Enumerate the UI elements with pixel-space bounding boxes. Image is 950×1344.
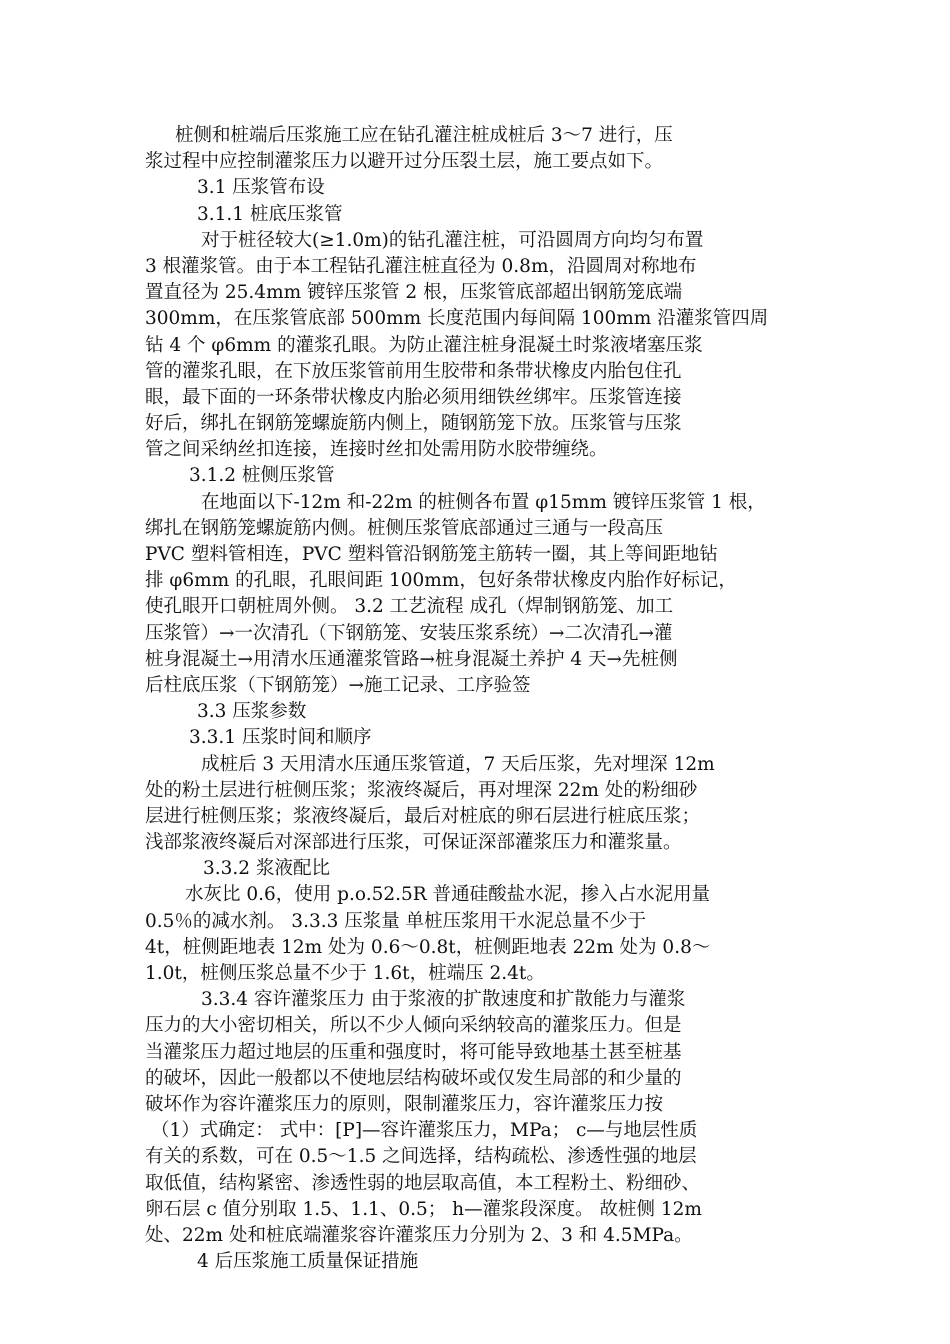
- paragraph-line: 排 φ6mm 的孔眼，孔眼间距 100mm，包好条带状橡皮内胎作好标记，: [145, 570, 737, 592]
- paragraph-line: 使孔眼开口朝桩周外侧。 3.2 工艺流程 成孔（焊制钢筋笼、加工: [145, 596, 674, 618]
- paragraph-line: 钻 4 个 φ6mm 的灌浆孔眼。为防止灌注桩身混凝土时浆液堵塞压浆: [145, 334, 703, 356]
- section-heading: 3.1 压浆管布设: [197, 177, 325, 199]
- paragraph-line: （1）式确定： 式中：[P]—容许灌浆压力，MPa； c—与地层性质: [151, 1120, 698, 1142]
- paragraph-line: 3.3.4 容许灌浆压力 由于浆液的扩散速度和扩散能力与灌浆: [201, 989, 686, 1011]
- paragraph-line: 对于桩径较大(≥1.0m)的钻孔灌注桩，可沿圆周方向均匀布置: [201, 229, 704, 251]
- paragraph-line: 的破坏，因此一般都以不使地层结构破坏或仅发生局部的和少量的: [145, 1067, 682, 1089]
- subsection-heading: 3.3.2 浆液配比: [203, 858, 330, 880]
- section-heading: 4 后压浆施工质量保证措施: [197, 1251, 419, 1273]
- subsection-heading: 3.3.1 压浆时间和顺序: [189, 727, 372, 749]
- paragraph-line: 桩侧和桩端后压浆施工应在钻孔灌注桩成桩后 3～7 进行，压: [175, 125, 673, 146]
- paragraph-line: 绑扎在钢筋笼螺旋筋内侧。桩侧压浆管底部通过三通与一段高压: [145, 517, 664, 539]
- paragraph-line: 300mm，在压浆管底部 500mm 长度范围内每间隔 100mm 沿灌浆管四周: [145, 308, 769, 330]
- paragraph-line: 处、22m 处和桩底端灌浆容许灌浆压力分别为 2、3 和 4.5MPa。: [145, 1224, 693, 1246]
- paragraph-line: 3 根灌浆管。由于本工程钻孔灌注桩直径为 0.8m，沿圆周对称地布: [145, 255, 697, 277]
- paragraph-line: 后柱底压浆（下钢筋笼）→施工记录、工序验签: [145, 674, 531, 696]
- paragraph-line: 1.0t，桩侧压浆总量不少于 1.6t，桩端压 2.4t。: [145, 963, 545, 984]
- paragraph-line: 层进行桩侧压浆；浆液终凝后，最后对桩底的卵石层进行桩底压浆；: [145, 805, 701, 827]
- paragraph-line: PVC 塑料管相连，PVC 塑料管沿钢筋笼主筋转一圈，其上等间距地钻: [145, 544, 718, 565]
- paragraph-line: 压力的大小密切相关，所以不少人倾向采纳较高的灌浆压力。但是: [145, 1015, 682, 1037]
- subsection-heading: 3.1.2 桩侧压浆管: [189, 465, 335, 487]
- subsection-heading: 3.1.1 桩底压浆管: [197, 203, 343, 225]
- paragraph-line: 破坏作为容许灌浆压力的原则，限制灌浆压力，容许灌浆压力按: [145, 1093, 664, 1115]
- paragraph-line: 当灌浆压力超过地层的压重和强度时，将可能导致地基土甚至桩基: [145, 1041, 682, 1063]
- paragraph-line: 有关的系数，可在 0.5～1.5 之间选择，结构疏松、渗透性强的地层: [145, 1146, 697, 1168]
- paragraph-line: 管之间采纳丝扣连接，连接时丝扣处需用防水胶带缠绕。: [145, 439, 608, 461]
- paragraph-line: 处的粉土层进行桩侧压浆；浆液终凝后，再对埋深 22m 处的粉细砂: [145, 779, 698, 801]
- section-heading: 3.3 压浆参数: [197, 701, 307, 723]
- document-page: [145, 123, 810, 1275]
- paragraph-line: 桩身混凝土→用清水压通灌浆管路→桩身混凝土养护 4 天→先桩侧: [145, 648, 678, 670]
- paragraph-line: 好后，绑扎在钢筋笼螺旋筋内侧上，随钢筋笼下放。压浆管与压浆: [145, 413, 682, 435]
- paragraph-line: 眼，最下面的一环条带状橡皮内胎必须用细铁丝绑牢。压浆管连接: [145, 386, 682, 408]
- paragraph-line: 压浆管）→一次清孔（下钢筋笼、安装压浆系统）→二次清孔→灌: [145, 622, 673, 644]
- paragraph-line: 0.5％的减水剂。 3.3.3 压浆量 单桩压浆用干水泥总量不少于: [145, 910, 647, 932]
- paragraph-line: 在地面以下-12m 和-22m 的桩侧各布置 φ15mm 镀锌压浆管 1 根，: [201, 491, 766, 513]
- paragraph-line: 成桩后 3 天用清水压通压浆管道，7 天后压浆，先对埋深 12m: [201, 753, 715, 775]
- paragraph-line: 卵石层 c 值分别取 1.5、1.1、0.5； h—灌浆段深度。 故桩侧 12m: [145, 1198, 702, 1220]
- paragraph-line: 管的灌浆孔眼，在下放压浆管前用生胶带和条带状橡皮内胎包住孔: [145, 360, 682, 382]
- paragraph-line: 取低值，结构紧密、渗透性弱的地层取高值，本工程粉土、粉细砂、: [145, 1172, 701, 1194]
- paragraph-line: 置直径为 25.4mm 镀锌压浆管 2 根，压浆管底部超出钢筋笼底端: [145, 282, 683, 304]
- paragraph-line: 水灰比 0.6，使用 p.o.52.5R 普通硅酸盐水泥，掺入占水泥用量: [185, 884, 711, 906]
- paragraph-line: 浆过程中应控制灌浆压力以避开过分压裂土层，施工要点如下。: [145, 151, 664, 173]
- paragraph-line: 4t，桩侧距地表 12m 处为 0.6～0.8t，桩侧距地表 22m 处为 0.8～: [145, 936, 711, 958]
- paragraph-line: 浅部浆液终凝后对深部进行压浆，可保证深部灌浆压力和灌浆量。: [145, 832, 682, 854]
